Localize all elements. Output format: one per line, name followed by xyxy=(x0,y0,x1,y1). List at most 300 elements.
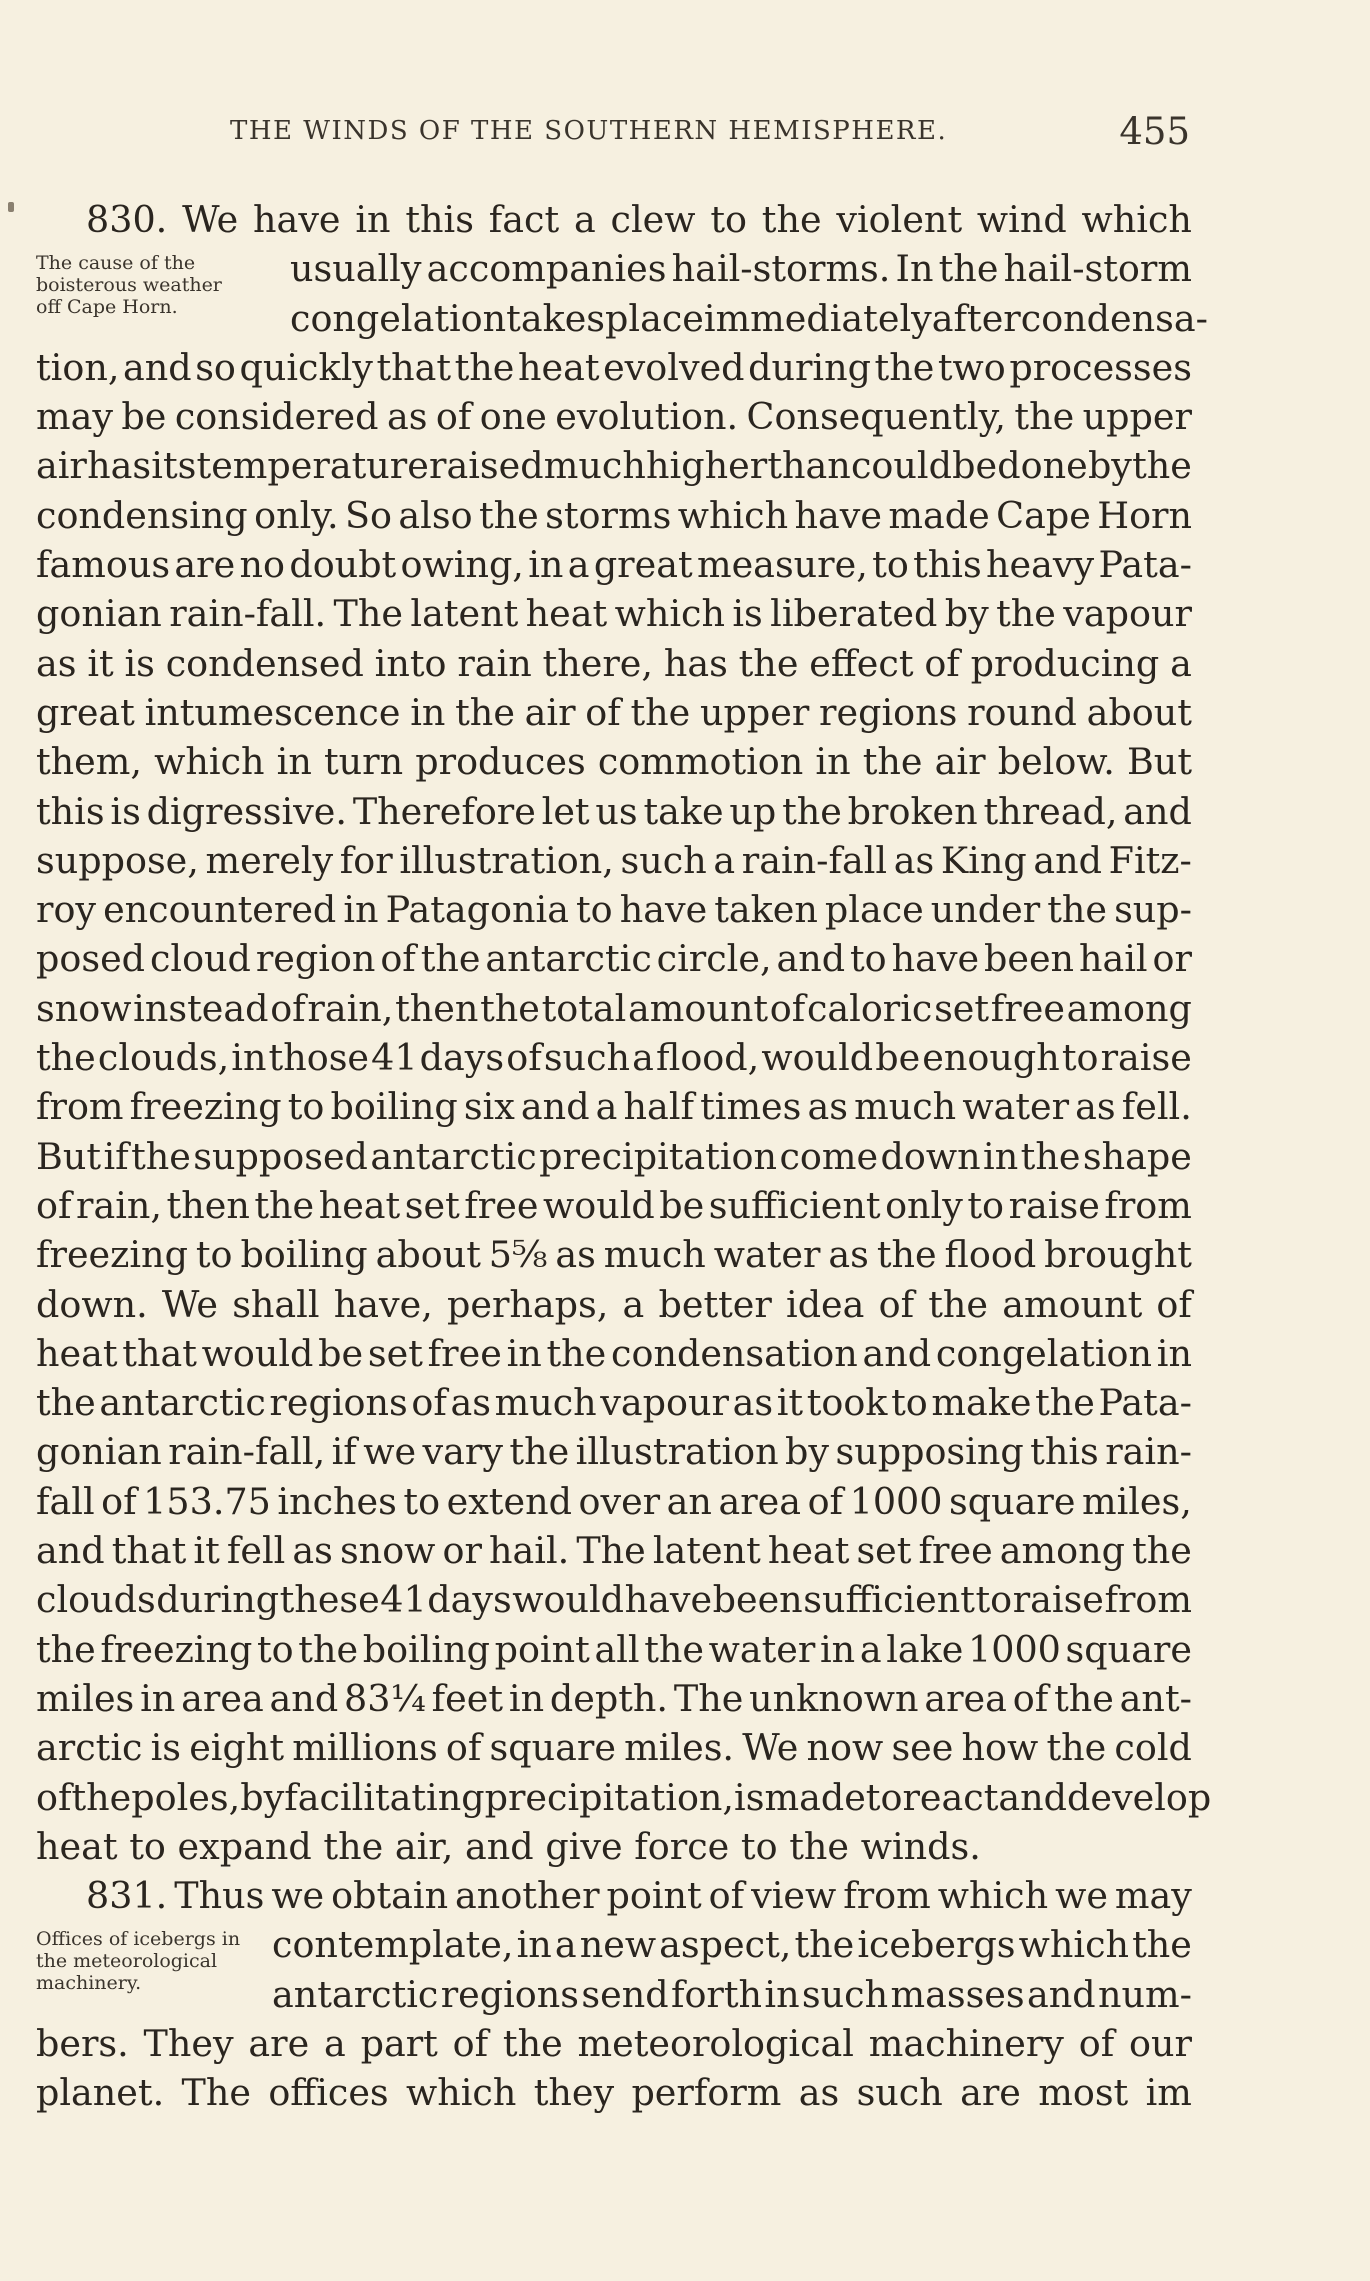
word: miles. xyxy=(624,1726,735,1770)
word: fell. xyxy=(1121,1085,1192,1129)
word: we xyxy=(271,1874,325,1918)
word: those xyxy=(268,1036,370,1080)
text-line xyxy=(36,1526,1192,1575)
line-text xyxy=(36,787,1192,836)
word: be xyxy=(875,1036,921,1080)
word: two xyxy=(937,345,1006,389)
word: Cape xyxy=(996,493,1091,537)
word: a xyxy=(567,543,590,587)
word: took xyxy=(806,1381,888,1425)
word: encountered xyxy=(103,888,337,932)
word: turn xyxy=(323,740,404,784)
word: storms xyxy=(545,493,672,537)
word: and xyxy=(1123,789,1192,833)
word: of xyxy=(1156,1282,1192,1326)
word: of xyxy=(807,1479,844,1523)
word: eight xyxy=(189,1726,285,1770)
sidenote-line: machinery. xyxy=(36,1972,142,1995)
text-line xyxy=(36,1378,1192,1427)
word: condensation xyxy=(611,1331,858,1375)
word: come xyxy=(779,1134,879,1178)
word: The xyxy=(333,592,403,636)
word: regions xyxy=(269,1381,408,1425)
word: are xyxy=(248,2021,310,2065)
word: sup- xyxy=(1114,888,1192,932)
word: total xyxy=(541,986,627,1030)
word: in xyxy=(410,690,446,734)
word: as xyxy=(798,2071,840,2115)
word: in xyxy=(764,1972,800,2016)
word: been xyxy=(983,937,1075,981)
word: air xyxy=(934,740,986,784)
word: heat xyxy=(318,1183,401,1227)
word: heat xyxy=(36,1824,118,1868)
word: to xyxy=(975,1578,1013,1622)
word: rain- xyxy=(1105,1430,1192,1474)
word: as xyxy=(732,1381,774,1425)
word: of xyxy=(585,690,621,734)
word: this xyxy=(1030,1430,1099,1474)
word: to xyxy=(129,1824,166,1868)
word: over xyxy=(578,1479,661,1523)
word: supposing xyxy=(835,1430,1024,1474)
word: shape xyxy=(1082,1134,1192,1178)
word: and xyxy=(998,1775,1068,1819)
word: In xyxy=(895,247,934,291)
text-line xyxy=(36,589,1192,638)
line-text xyxy=(36,2068,1192,2117)
word: set xyxy=(856,1529,912,1573)
text-line xyxy=(36,1082,1192,1131)
word: amount xyxy=(628,986,769,1030)
text-line xyxy=(36,1625,1192,1674)
line-text xyxy=(36,836,1192,885)
word: liberated xyxy=(770,592,938,636)
word: flood xyxy=(944,1233,1037,1277)
word: about xyxy=(375,1233,481,1277)
word: of xyxy=(36,1183,72,1227)
word: be xyxy=(121,395,167,439)
word: im xyxy=(1145,2071,1192,2115)
word: set xyxy=(404,1183,460,1227)
word: unknown xyxy=(749,1676,919,1720)
word: as xyxy=(386,395,428,439)
word: in xyxy=(140,1676,176,1720)
text-line xyxy=(36,688,1192,737)
word: made xyxy=(888,493,990,537)
word: the xyxy=(298,1627,359,1671)
line-text xyxy=(36,737,1192,786)
word: 83¼ xyxy=(344,1676,426,1720)
word: boiling xyxy=(240,1233,368,1277)
word: the xyxy=(546,1331,607,1375)
page-number: 455 xyxy=(1119,110,1190,153)
word: force xyxy=(634,1824,730,1868)
word: area xyxy=(718,1479,802,1523)
word: which xyxy=(406,2071,517,2115)
word: have xyxy=(624,1578,713,1622)
word: in xyxy=(528,543,564,587)
word: is xyxy=(732,592,763,636)
word: snow xyxy=(36,986,132,1030)
word: from xyxy=(1104,1578,1192,1622)
word: under xyxy=(930,888,1041,932)
word: condensed xyxy=(165,641,364,685)
word: num- xyxy=(1097,1972,1192,2016)
line-text xyxy=(36,639,1192,688)
word: processes xyxy=(1009,345,1192,389)
word: The xyxy=(673,1676,744,1720)
word: quickly xyxy=(239,345,373,389)
word: as xyxy=(555,1233,596,1277)
word: the xyxy=(1054,1676,1114,1720)
word: have xyxy=(891,937,980,981)
word: contemplate, xyxy=(272,1923,514,1967)
word: and xyxy=(123,345,192,389)
word: by xyxy=(785,1430,830,1474)
word: a xyxy=(632,1036,654,1080)
word: rain-fall, xyxy=(168,1430,326,1474)
line-text xyxy=(86,1871,1192,1920)
word: perhaps, xyxy=(446,1282,609,1326)
word: air xyxy=(524,690,576,734)
word: to xyxy=(891,1381,928,1425)
word: 41 xyxy=(380,1578,427,1622)
word: have, xyxy=(333,1282,433,1326)
word: of xyxy=(36,1775,72,1819)
word: 153.75 xyxy=(143,1479,271,1523)
word: regions xyxy=(440,1972,580,2016)
word: much xyxy=(543,444,646,488)
word: upper xyxy=(700,690,810,734)
word: enough xyxy=(922,1036,1060,1080)
word: only. xyxy=(254,493,339,537)
word: of xyxy=(769,986,806,1030)
word: to xyxy=(403,1479,441,1523)
word: ant- xyxy=(1119,1676,1192,1720)
word: be xyxy=(318,1331,364,1375)
word: heavy xyxy=(986,543,1095,587)
word: commotion xyxy=(597,740,804,784)
word: such xyxy=(543,1036,631,1080)
word: of xyxy=(878,1282,915,1326)
word: a xyxy=(859,1627,882,1671)
word: the xyxy=(36,1036,96,1080)
word: But xyxy=(1126,740,1192,784)
word: icebergs xyxy=(857,1923,1016,1967)
word: as xyxy=(828,1233,869,1277)
word: which xyxy=(677,493,789,537)
word: now xyxy=(806,1726,884,1770)
word: which xyxy=(1081,198,1192,241)
word: rain, xyxy=(307,986,394,1030)
word: of xyxy=(924,641,960,685)
word: Patagonia xyxy=(385,888,569,932)
line-text xyxy=(36,1625,1192,1674)
word: measure, xyxy=(696,543,868,587)
text-line xyxy=(36,343,1192,392)
word: the xyxy=(454,345,515,389)
word: after xyxy=(931,296,1021,340)
word: But xyxy=(36,1134,101,1178)
text-line xyxy=(36,1723,1192,1772)
word: free xyxy=(990,986,1065,1030)
word: them, xyxy=(36,740,142,784)
word: as xyxy=(36,641,77,685)
word: of xyxy=(270,986,306,1030)
sidenote-line: boisterous weather xyxy=(36,274,222,297)
word: thread, xyxy=(983,789,1118,833)
word: or xyxy=(442,1529,482,1573)
text-line xyxy=(36,737,1192,786)
word: sufficient xyxy=(803,1578,975,1622)
word: free xyxy=(464,1183,539,1227)
line-text xyxy=(36,1526,1192,1575)
word: take xyxy=(643,789,724,833)
word: of xyxy=(445,1726,482,1770)
word: so xyxy=(195,345,236,389)
text-line xyxy=(36,1773,1212,1822)
word: raise xyxy=(1012,1578,1104,1622)
word: snow xyxy=(339,1529,436,1573)
word: cold xyxy=(1114,1726,1192,1770)
word: down. xyxy=(36,1282,148,1326)
margin-mark xyxy=(8,202,14,212)
word: forth xyxy=(670,1972,763,2016)
word: of xyxy=(708,1874,745,1918)
line-text xyxy=(36,1773,1212,1822)
word: boiling xyxy=(330,1085,458,1129)
word: to xyxy=(865,1775,903,1819)
word: the xyxy=(502,2021,563,2065)
text-line xyxy=(36,1477,1192,1526)
word: may xyxy=(36,395,113,439)
word: to xyxy=(967,1183,1005,1227)
word: the xyxy=(644,1627,704,1671)
line-text xyxy=(36,1280,1192,1329)
word: air, xyxy=(394,1824,454,1868)
word: react xyxy=(902,1775,999,1819)
word: that xyxy=(376,345,452,389)
word: the xyxy=(874,345,935,389)
word: idea xyxy=(786,1282,865,1326)
word: square xyxy=(1065,1627,1192,1671)
word: condensing xyxy=(36,493,248,537)
word: place xyxy=(605,296,704,340)
word: such xyxy=(620,838,707,882)
word: poles, xyxy=(131,1775,241,1819)
word: lake xyxy=(886,1627,964,1671)
word: part xyxy=(360,2021,438,2065)
word: bers. xyxy=(36,2021,129,2065)
word: the xyxy=(323,1824,384,1868)
word: circle, xyxy=(656,937,772,981)
word: inches xyxy=(277,1479,397,1523)
line-text xyxy=(36,1378,1192,1427)
word: fact xyxy=(488,198,560,241)
word: this xyxy=(36,789,105,833)
word: square xyxy=(949,1479,1076,1523)
word: our xyxy=(1129,2021,1192,2065)
word: make xyxy=(931,1381,1032,1425)
word: from xyxy=(36,1085,124,1129)
word: of xyxy=(452,2021,489,2065)
word: antarctic xyxy=(272,1972,439,2016)
line-text xyxy=(86,195,1192,244)
word: set xyxy=(367,1331,423,1375)
word: an xyxy=(666,1479,712,1523)
line-text xyxy=(36,491,1192,540)
word: and xyxy=(520,1085,590,1129)
word: 830. xyxy=(86,198,168,241)
word: of xyxy=(101,1479,137,1523)
word: a xyxy=(1170,641,1192,685)
word: it xyxy=(87,641,114,685)
text-line xyxy=(36,392,1192,441)
word: are xyxy=(174,543,236,587)
word: see xyxy=(891,1726,954,1770)
text-line xyxy=(36,491,1192,540)
word: rain-fall xyxy=(741,838,888,882)
word: great xyxy=(36,690,135,734)
word: develop xyxy=(1067,1775,1212,1819)
word: the xyxy=(938,247,999,291)
line-text xyxy=(36,1477,1192,1526)
word: rain xyxy=(457,641,532,685)
word: set xyxy=(934,986,990,1030)
word: the xyxy=(789,1824,850,1868)
line-text xyxy=(36,1082,1192,1131)
word: in xyxy=(231,1036,267,1080)
word: round xyxy=(967,690,1077,734)
word: have xyxy=(794,493,883,537)
word: would xyxy=(512,1578,625,1622)
body-text xyxy=(36,195,1212,2118)
word: may xyxy=(1114,1874,1192,1918)
word: immediately xyxy=(703,296,932,340)
word: evolution. xyxy=(555,395,739,439)
word: by xyxy=(240,1775,285,1819)
word: place xyxy=(824,888,924,932)
word: in xyxy=(276,740,312,784)
word: vary xyxy=(422,1430,503,1474)
word: the xyxy=(928,1282,989,1326)
word: in xyxy=(1156,1331,1192,1375)
word: from xyxy=(843,1874,931,1918)
word: which xyxy=(1018,1923,1130,1967)
word: in xyxy=(815,740,851,784)
word: Thus xyxy=(174,1874,265,1918)
word: miles, xyxy=(1081,1479,1192,1523)
word: the xyxy=(862,740,923,784)
word: water xyxy=(713,1233,821,1277)
word: instead xyxy=(133,986,269,1030)
word: shall xyxy=(232,1282,320,1326)
word: most xyxy=(1038,2071,1129,2115)
word: or xyxy=(1152,937,1192,981)
word: roy xyxy=(36,888,97,932)
word: the xyxy=(1132,444,1192,488)
word: to xyxy=(257,1627,294,1671)
word: below. xyxy=(997,740,1115,784)
word: flood, xyxy=(655,1036,760,1080)
word: 1000 xyxy=(849,1479,943,1523)
word: is xyxy=(150,1726,182,1770)
word: the xyxy=(794,1923,855,1967)
word: the xyxy=(782,789,842,833)
word: the xyxy=(36,1381,96,1425)
word: if xyxy=(103,1134,129,1178)
word: the xyxy=(478,493,539,537)
word: we xyxy=(363,1430,417,1474)
word: We xyxy=(742,1726,799,1770)
word: the xyxy=(1047,888,1108,932)
word: boiling xyxy=(362,1627,490,1671)
word: how xyxy=(961,1726,1039,1770)
word: the xyxy=(996,592,1056,636)
word: as xyxy=(893,838,935,882)
word: They xyxy=(143,2021,234,2065)
word: a xyxy=(324,2021,346,2065)
line-text xyxy=(36,984,1192,1033)
word: it xyxy=(193,1529,220,1573)
word: machinery xyxy=(868,2021,1064,2065)
word: if xyxy=(331,1430,357,1474)
word: clouds xyxy=(36,1578,156,1622)
line-text xyxy=(36,688,1192,737)
word: point xyxy=(606,1874,702,1918)
word: rain-fall. xyxy=(169,592,327,636)
text-line xyxy=(36,836,1192,885)
word: extend xyxy=(446,1479,572,1523)
word: to xyxy=(710,198,747,241)
word: to xyxy=(850,937,887,981)
word: heat xyxy=(767,1529,850,1573)
word: would xyxy=(761,1036,874,1080)
line-text xyxy=(36,1427,1192,1476)
word: by xyxy=(944,592,989,636)
word: the xyxy=(1014,395,1075,439)
word: producing xyxy=(970,641,1160,685)
sidenote-831 xyxy=(36,1928,240,1994)
word: freezing xyxy=(129,1085,282,1129)
sidenote-line: the meteorological xyxy=(36,1950,218,1973)
word: supposed xyxy=(193,1134,368,1178)
word: sufficient xyxy=(708,1183,881,1227)
text-line xyxy=(36,1427,1192,1476)
word: the xyxy=(630,690,691,734)
word: as xyxy=(292,1529,333,1573)
word: such xyxy=(801,1972,889,2016)
word: planet. xyxy=(36,2071,165,2115)
word: would xyxy=(543,1183,655,1227)
word: which xyxy=(154,740,265,784)
word: we xyxy=(1055,1874,1108,1918)
word: air xyxy=(36,444,87,488)
word: facilitating xyxy=(284,1775,485,1819)
word: water xyxy=(708,1627,816,1671)
word: famous xyxy=(36,543,171,587)
word: freezing xyxy=(36,1233,188,1277)
word: all xyxy=(594,1627,640,1671)
word: that xyxy=(111,1529,187,1573)
word: effect xyxy=(809,641,914,685)
word: 1000 xyxy=(968,1627,1061,1671)
word: the xyxy=(131,1134,191,1178)
word: winds. xyxy=(860,1824,981,1868)
sidenote-line: off Cape Horn. xyxy=(36,296,178,319)
word: in xyxy=(506,1331,542,1375)
